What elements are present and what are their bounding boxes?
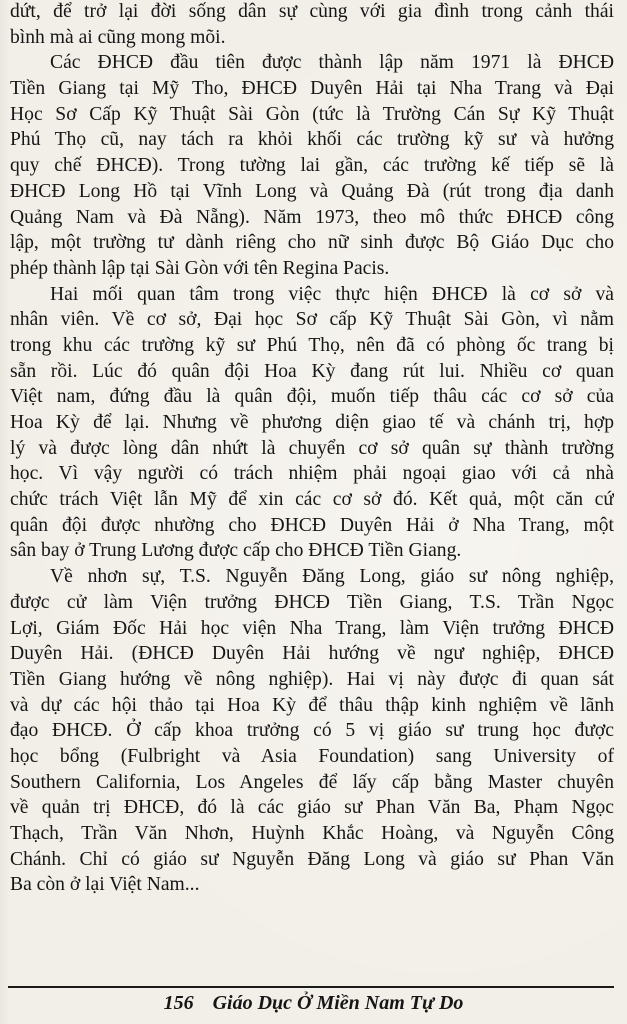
text-line: về quản trị ĐHCĐ, đó là các giáo sư Phan Văn Ba, Phạm Ngọc [10,797,614,819]
text-line: Lợi, Giám Đốc Hải học viện Nha Trang, làm Viện trưởng ĐHCĐ [10,617,614,639]
text-line: quy chế ĐHCĐ). Trong tường lai gần, các trường kế tiếp sẽ là [10,155,614,177]
text-line: lập, một trường tư dành riêng cho nữ sinh được Bộ Giáo Dục cho [10,232,614,254]
text-line: Chánh. Chỉ có giáo sư Nguyễn Đăng Long và giáo sư Phan Văn [10,848,614,870]
text-line: Southern California, Los Angeles để lấy cấp bằng Master chuyên [10,771,614,793]
text-line: phép thành lập tại Sài Gòn với tên Regina Pacis. [10,257,390,279]
text-line: Quảng Nam và Đà Nẵng). Năm 1973, theo mô thức ĐHCĐ công [10,206,614,228]
page-footer [0,992,627,1015]
text-line: được cử làm Viện trưởng ĐHCĐ Tiền Giang, T.S. Trần Ngọc [10,591,614,613]
footer-rule [8,986,614,988]
paragraph [10,564,614,898]
text-line: sân bay ở Trung Lương được cấp cho ĐHCĐ Tiền Giang. [10,540,462,562]
text-line: Thạch, Trần Văn Nhơn, Huỳnh Khắc Hoàng, và Nguyễn Công [10,823,614,844]
text-line: ĐHCĐ Long Hồ tại Vĩnh Long và Quảng Đà (rút trong địa danh [10,180,614,202]
text-line: Duyên Hải. (ĐHCĐ Duyên Hải hướng về ngư nghiệp, ĐHCĐ [10,643,614,665]
page-number: 156 [163,992,194,1014]
text-line: nhân viên. Về cơ sở, Đại học Sơ cấp Kỹ Thuật Sài Gòn, vì nằm [10,309,614,331]
paragraph [10,0,614,50]
text-line: Hoa Kỳ để lại. Nhưng về phương diện giao tế và chánh trị, hợp [10,412,614,433]
paragraph [10,50,614,281]
text-line: Tiền Giang tại Mỹ Tho, ĐHCĐ Duyên Hải tại Nha Trang và Đại [10,78,614,100]
text-line: Học Sơ Cấp Kỹ Thuật Sài Gòn (tức là Trường Cán Sự Kỹ Thuật [10,103,614,125]
text-line: dứt, để trở lại đời sống dân sự cùng với gia đình trong cảnh thái [10,1,614,22]
text-line: học bổng (Fulbright và Asia Foundation) sang University of [10,745,614,767]
text-line: Các ĐHCĐ đầu tiên được thành lập năm 1971 là ĐHCĐ [50,52,614,74]
text-line: Hai mối quan tâm trong việc thực hiện ĐHCĐ là cơ sở và [50,283,614,305]
text-line: Tiền Giang hướng về nông nghiệp). Hai vị này được đi quan sát [10,668,614,690]
text-line: đạo ĐHCĐ. Ở cấp khoa trưởng có 5 vị giáo sư trung học được [10,720,614,742]
book-title: Giáo Dục Ở Miền Nam Tự Do [212,992,464,1014]
text-line: quân đội được nhường cho ĐHCĐ Duyên Hải ở Nha Trang, một [10,514,614,536]
text-line: học. Vì vậy người có trách nhiệm phải ngoại giao với cả nhà [10,463,614,485]
text-line: Việt nam, đứng đầu là quân đội, muốn tiếp thâu các cơ sở của [10,386,614,408]
text-line: Về nhơn sự, T.S. Nguyễn Đăng Long, giáo sư nông nghiệp, [50,566,614,588]
text-line: sẵn rồi. Lúc đó quân đội Hoa Kỳ đang rút lui. Nhiều cơ quan [10,360,614,382]
text-line: và dự các hội thảo tại Hoa Kỳ để thâu thập kinh nghiệm về lãnh [10,694,614,716]
text-line: lý và được lòng dân nhứt là chuyển cơ sở quân sự thành trường [10,437,614,459]
text-line: bình mà ai cũng mong mõi. [10,26,226,48]
text-line: Phú Thọ cũ, nay tách ra khỏi khối các trường kỹ sư và hưởng [10,129,614,151]
text-line: chức trách Việt lẫn Mỹ để xin các cơ sở đó. Kết quả, một căn cứ [10,489,614,511]
body-text [10,0,614,898]
text-line: trong khu các trường kỹ sư Phú Thọ, nên đã có phòng ốc trang bị [10,334,614,356]
paragraph [10,282,614,565]
text-line: Ba còn ở lại Việt Nam... [10,874,200,896]
